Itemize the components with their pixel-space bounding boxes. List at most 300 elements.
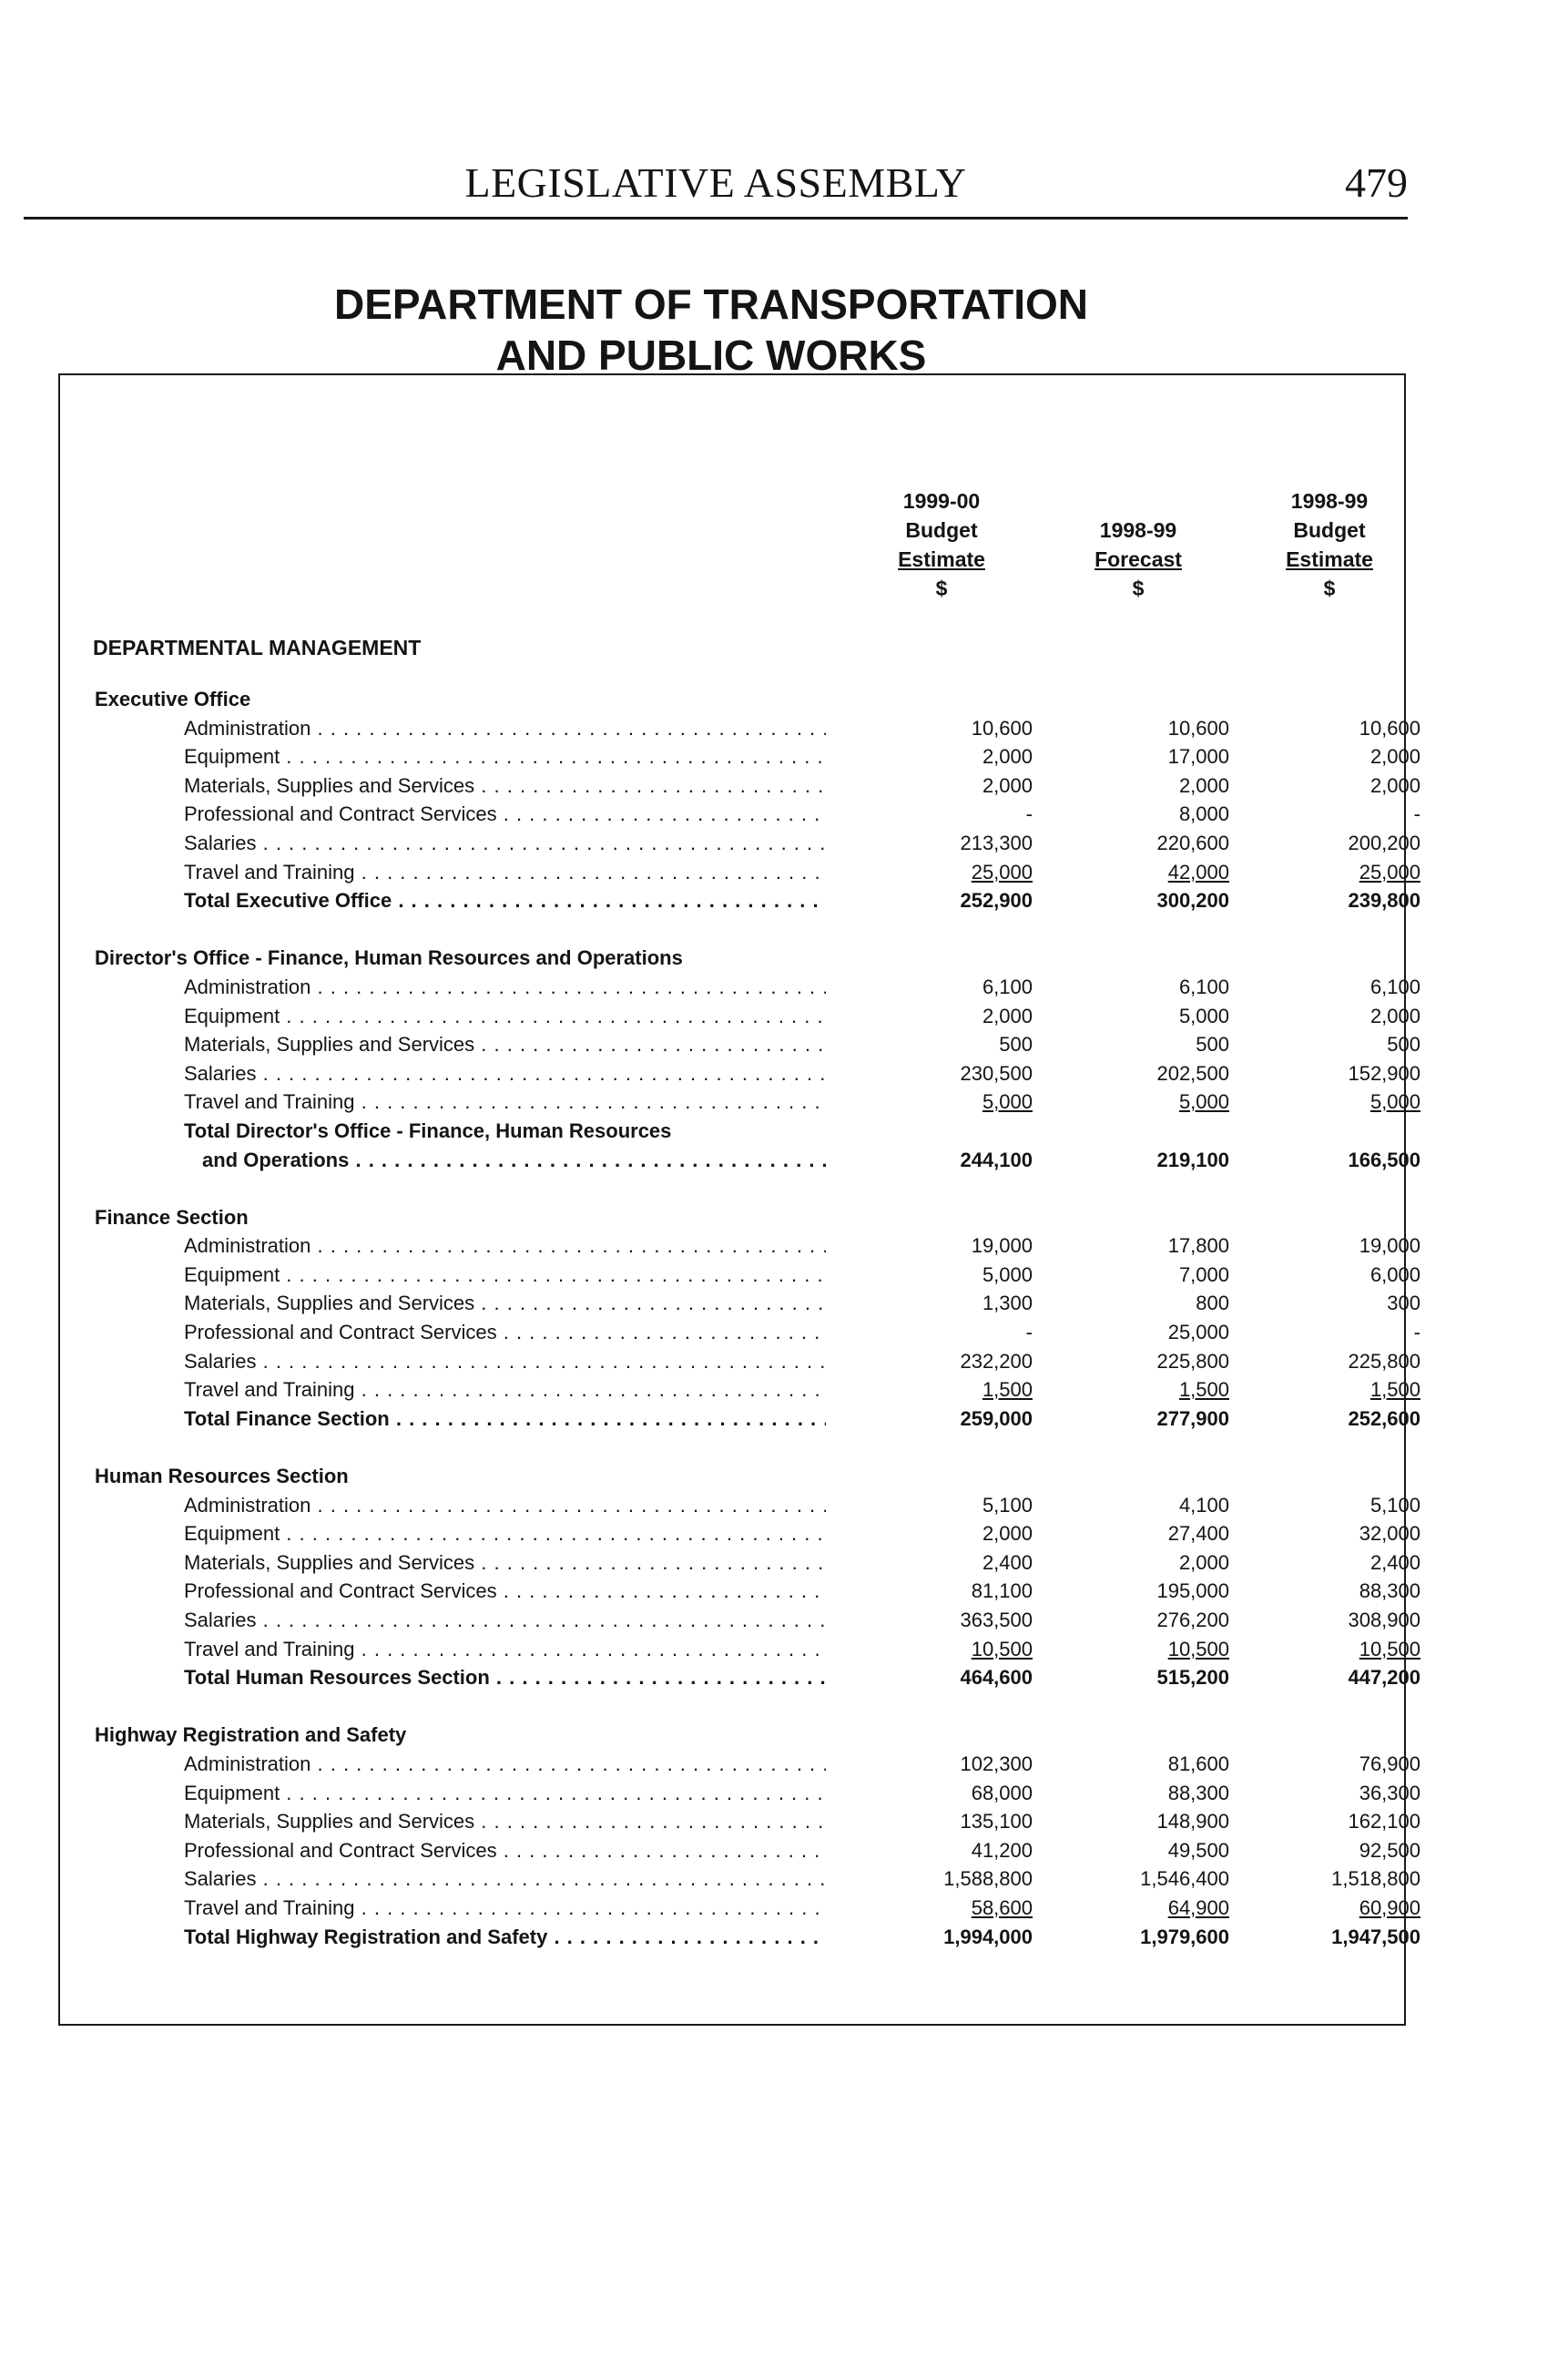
row-value: [1238, 1347, 1420, 1376]
budget-table: [58, 373, 1420, 2026]
row-value: [1238, 1231, 1420, 1261]
row-value: [850, 1836, 1033, 1865]
row-value-text: 10,500: [971, 1637, 1033, 1660]
row-value-text: 88,300: [1167, 1781, 1229, 1804]
row-value-text: 1,947,500: [1331, 1925, 1420, 1948]
row-label: Salaries . . .: [184, 1347, 826, 1376]
row-value: [850, 1231, 1033, 1261]
row-value-text: -: [1025, 1321, 1033, 1344]
column-header-line: 1999-00: [902, 489, 981, 513]
row-value-text: 232,200: [960, 1349, 1033, 1373]
row-value-text: 1,518,800: [1331, 1867, 1420, 1891]
row-value-text: 102,300: [960, 1752, 1033, 1775]
row-value-text: 230,500: [960, 1061, 1033, 1085]
row-label: Travel and Training . . .: [184, 858, 826, 887]
row-value: [850, 1491, 1033, 1520]
row-label: Total Executive Office . . .: [184, 886, 826, 915]
table-row: [60, 714, 1420, 743]
total-row: [60, 1146, 1420, 1175]
row-value-text: -: [1025, 802, 1033, 826]
row-value: [1238, 1088, 1420, 1117]
row-label: Professional and Contract Services . . .: [184, 1577, 826, 1606]
row-value: [850, 1347, 1033, 1376]
row-value: [1238, 1864, 1420, 1894]
table-row: [60, 800, 1420, 829]
row-value-text: 25,000: [971, 860, 1033, 884]
row-value-text: 17,000: [1167, 745, 1229, 769]
column-header-1998-99-forecast: [1047, 486, 1229, 603]
row-value: [850, 886, 1033, 915]
row-value: [1047, 1519, 1229, 1548]
row-label: Travel and Training . . .: [184, 1635, 826, 1664]
row-value-text: 76,900: [1359, 1752, 1420, 1775]
row-value: [850, 1807, 1033, 1836]
row-value-text: 500: [1196, 1033, 1229, 1057]
row-value-text: 447,200: [1348, 1666, 1420, 1690]
row-value-text: 195,000: [1156, 1579, 1229, 1603]
row-value-text: 225,800: [1156, 1349, 1229, 1373]
row-value-text: 2,400: [982, 1550, 1033, 1574]
row-value: [850, 1519, 1033, 1548]
table-row: [60, 771, 1420, 801]
column-header-line: Estimate: [1286, 547, 1373, 571]
row-value: [1238, 1807, 1420, 1836]
row-value: [1047, 1289, 1229, 1318]
table-row: [60, 1261, 1420, 1290]
row-label: Administration . . .: [184, 714, 826, 743]
row-value: [850, 1635, 1033, 1664]
section-spacer: [60, 915, 1404, 945]
total-row: [60, 1405, 1420, 1434]
main-heading: DEPARTMENTAL MANAGEMENT: [93, 636, 422, 659]
row-value-text: 5,100: [1369, 1493, 1420, 1517]
total-row-heading: [60, 1117, 1404, 1146]
row-value: [1238, 1577, 1420, 1606]
row-value-text: 252,900: [960, 889, 1033, 913]
row-value: [1047, 742, 1229, 771]
row-value-text: 81,600: [1167, 1752, 1229, 1775]
row-value-text: 300: [1387, 1292, 1420, 1315]
row-value: [1047, 829, 1229, 858]
row-value: [1047, 1375, 1229, 1405]
row-label: Materials, Supplies and Services . . .: [184, 1548, 826, 1578]
row-value: [1238, 1519, 1420, 1548]
table-row: [60, 1030, 1420, 1059]
section-spacer: [60, 1174, 1404, 1203]
table-row: [60, 1548, 1420, 1578]
row-value: [850, 1318, 1033, 1347]
row-label: Professional and Contract Services . . .: [184, 1836, 826, 1865]
row-label: Equipment . . .: [184, 1261, 826, 1290]
table-row: [60, 858, 1420, 887]
row-value-text: 2,000: [1178, 773, 1229, 797]
row-value: [1047, 800, 1229, 829]
row-value: [1047, 1231, 1229, 1261]
row-value: [1047, 1405, 1229, 1434]
page-number: 479: [1345, 159, 1408, 206]
row-value-text: 1,500: [982, 1378, 1033, 1402]
row-value: [1238, 886, 1420, 915]
row-label: Administration . . .: [184, 1231, 826, 1261]
column-header-line: Forecast: [1095, 547, 1182, 571]
total-row: [60, 1663, 1420, 1692]
table-row: [60, 1491, 1420, 1520]
column-header-line: Budget: [905, 518, 978, 542]
row-value: [1238, 800, 1420, 829]
row-value: [1047, 1663, 1229, 1692]
row-value-text: 2,000: [982, 773, 1033, 797]
row-label: Materials, Supplies and Services . . .: [184, 1289, 826, 1318]
row-value-text: 2,000: [1369, 745, 1420, 769]
row-value: [1238, 1030, 1420, 1059]
row-value-text: 1,300: [982, 1292, 1033, 1315]
row-value-text: 2,000: [1369, 1004, 1420, 1027]
row-value-text: 202,500: [1156, 1061, 1229, 1085]
table-row: [60, 973, 1420, 1002]
row-value-text: 1,500: [1178, 1378, 1229, 1402]
row-value-text: 68,000: [971, 1781, 1033, 1804]
table-row: [60, 1002, 1420, 1031]
row-value-text: 27,400: [1167, 1522, 1229, 1546]
row-value: [1238, 1836, 1420, 1865]
section-heading: Director's Office - Finance, Human Resources and Operations: [95, 946, 683, 970]
row-value: [1238, 1375, 1420, 1405]
row-value-text: 8,000: [1178, 802, 1229, 826]
row-value: [1047, 1059, 1229, 1088]
row-value-text: 19,000: [971, 1234, 1033, 1258]
row-value: [850, 1750, 1033, 1779]
column-header-line: Estimate: [898, 547, 985, 571]
row-label: Salaries . . .: [184, 829, 826, 858]
table-row: [60, 1289, 1420, 1318]
row-value-text: 25,000: [1359, 860, 1420, 884]
table-row: [60, 742, 1420, 771]
row-value-text: 148,900: [1156, 1810, 1229, 1834]
table-row: [60, 1750, 1420, 1779]
row-value: [850, 1864, 1033, 1894]
table-row: [60, 1894, 1420, 1923]
department-title: [0, 279, 1422, 381]
row-value: [1238, 742, 1420, 771]
row-label: Professional and Contract Services . . .: [184, 1318, 826, 1347]
column-header-unit: $: [935, 577, 948, 600]
row-value-text: 5,000: [982, 1090, 1033, 1114]
table-row: [60, 1779, 1420, 1808]
row-value-text: 515,200: [1156, 1666, 1229, 1690]
row-value-text: 162,100: [1348, 1810, 1420, 1834]
row-value-text: 152,900: [1348, 1061, 1420, 1085]
row-value: [1238, 1405, 1420, 1434]
table-body: [60, 685, 1420, 1951]
row-label: Salaries . . .: [184, 1864, 826, 1894]
row-value: [1047, 886, 1229, 915]
row-value-text: 500: [999, 1033, 1033, 1057]
department-title-line1: DEPARTMENT OF TRANSPORTATION: [334, 281, 1088, 328]
row-value: [1238, 714, 1420, 743]
row-value-text: 200,200: [1348, 831, 1420, 854]
table-row: [60, 1577, 1420, 1606]
row-value: [1238, 1289, 1420, 1318]
table-row: [60, 1375, 1420, 1405]
row-value-text: 500: [1387, 1033, 1420, 1057]
row-value-text: 225,800: [1348, 1349, 1420, 1373]
row-value-text: 166,500: [1348, 1148, 1420, 1171]
row-value: [1238, 1894, 1420, 1923]
row-value: [850, 1002, 1033, 1031]
row-label: Equipment . . .: [184, 1002, 826, 1031]
row-value: [1047, 1088, 1229, 1117]
row-value: [850, 1779, 1033, 1808]
row-value: [1238, 1606, 1420, 1635]
row-value-text: 10,500: [1167, 1637, 1229, 1660]
row-label: Travel and Training . . .: [184, 1088, 826, 1117]
row-value-text: 308,900: [1348, 1609, 1420, 1631]
table-row: [60, 1807, 1420, 1836]
row-value: [850, 1548, 1033, 1578]
row-label: Equipment . . .: [184, 1779, 826, 1808]
row-value-text: 19,000: [1359, 1234, 1420, 1258]
row-value-text: 2,400: [1369, 1550, 1420, 1574]
row-value: [850, 1146, 1033, 1175]
row-value-text: 5,100: [982, 1493, 1033, 1517]
row-value: [850, 1289, 1033, 1318]
column-header-1998-99-budget-estimate: [1238, 486, 1420, 603]
row-value: [1047, 714, 1229, 743]
row-value-text: 4,100: [1178, 1493, 1229, 1517]
column-header-1999-00-budget-estimate: [850, 486, 1033, 603]
row-value-text: 2,000: [1369, 773, 1420, 797]
table-row: [60, 1836, 1420, 1865]
row-label: Travel and Training . . .: [184, 1894, 826, 1923]
row-value-text: 36,300: [1359, 1781, 1420, 1804]
table-row: [60, 829, 1420, 858]
row-value-text: 88,300: [1359, 1579, 1420, 1603]
row-value: [850, 1577, 1033, 1606]
row-value-text: 1,979,600: [1140, 1925, 1229, 1948]
row-value-text: 10,600: [1359, 716, 1420, 740]
row-value: [1047, 1807, 1229, 1836]
table-row: [60, 1519, 1420, 1548]
row-value-text: 5,000: [1369, 1090, 1420, 1114]
row-value-text: 10,600: [971, 716, 1033, 740]
table-row: [60, 1088, 1420, 1117]
table-row: [60, 1347, 1420, 1376]
row-value-text: 1,500: [1369, 1378, 1420, 1402]
row-value-text: 1,546,400: [1140, 1867, 1229, 1891]
row-value: [1238, 1261, 1420, 1290]
row-value-text: 239,800: [1348, 889, 1420, 913]
row-value: [1047, 1779, 1229, 1808]
row-value: [1047, 1261, 1229, 1290]
row-value: [1238, 1146, 1420, 1175]
row-value-text: 10,600: [1167, 716, 1229, 740]
row-value-text: 259,000: [960, 1406, 1033, 1430]
row-value: [1047, 858, 1229, 887]
row-value: [850, 714, 1033, 743]
row-value-text: 6,100: [982, 975, 1033, 998]
row-value-text: 2,000: [1178, 1550, 1229, 1574]
row-value: [850, 1663, 1033, 1692]
row-value: [1047, 1635, 1229, 1664]
row-value: [1047, 771, 1229, 801]
row-value-text: 300,200: [1156, 889, 1229, 913]
section-spacer: [60, 1433, 1404, 1462]
row-value-text: 2,000: [982, 1004, 1033, 1027]
row-value-text: 81,100: [971, 1579, 1033, 1603]
row-value-text: 220,600: [1156, 831, 1229, 854]
row-value: [850, 800, 1033, 829]
row-value-text: 363,500: [960, 1609, 1033, 1631]
row-label: Total Human Resources Section . . .: [184, 1663, 826, 1692]
row-value: [1238, 1002, 1420, 1031]
row-value-text: 92,500: [1359, 1838, 1420, 1862]
section-heading: Finance Section: [95, 1205, 249, 1229]
row-value: [1238, 1059, 1420, 1088]
table-row: [60, 1231, 1420, 1261]
column-header-line: Budget: [1293, 518, 1366, 542]
row-value-text: -: [1413, 802, 1420, 826]
row-value-text: 49,500: [1167, 1838, 1229, 1862]
row-value-text: -: [1413, 1321, 1420, 1344]
row-label: Administration . . .: [184, 973, 826, 1002]
row-value-text: 58,600: [971, 1895, 1033, 1919]
row-value: [1238, 1491, 1420, 1520]
row-value-text: 213,300: [960, 831, 1033, 854]
row-label: Salaries . . .: [184, 1059, 826, 1088]
column-header-unit: $: [1132, 577, 1145, 600]
row-label: Total Finance Section . . .: [184, 1405, 826, 1434]
row-label: Equipment . . .: [184, 1519, 826, 1548]
row-value: [1047, 1606, 1229, 1635]
row-value-text: 5,000: [982, 1262, 1033, 1286]
row-value: [850, 771, 1033, 801]
row-label: Materials, Supplies and Services . . .: [184, 1807, 826, 1836]
row-label: Administration . . .: [184, 1750, 826, 1779]
row-value-text: 64,900: [1167, 1895, 1229, 1919]
row-value-text: 42,000: [1167, 860, 1229, 884]
row-value: [850, 1405, 1033, 1434]
row-value: [850, 1923, 1033, 1952]
row-label: Materials, Supplies and Services . . .: [184, 1030, 826, 1059]
row-value: [1047, 1864, 1229, 1894]
row-value-text: 277,900: [1156, 1406, 1229, 1430]
row-value: [1047, 1548, 1229, 1578]
row-value-text: 6,000: [1369, 1262, 1420, 1286]
row-value-text: 25,000: [1167, 1321, 1229, 1344]
row-value: [850, 973, 1033, 1002]
row-value-text: 6,100: [1178, 975, 1229, 998]
row-value-text: 41,200: [971, 1838, 1033, 1862]
row-value: [1047, 1577, 1229, 1606]
row-value: [1047, 1894, 1229, 1923]
row-value: [1047, 973, 1229, 1002]
row-value: [850, 1261, 1033, 1290]
column-header-line: [1047, 486, 1229, 516]
row-value: [1047, 1030, 1229, 1059]
row-value: [1047, 1146, 1229, 1175]
row-value: [850, 858, 1033, 887]
row-value: [850, 829, 1033, 858]
row-value-text: 5,000: [1178, 1090, 1229, 1114]
row-value-text: 219,100: [1156, 1148, 1229, 1171]
row-value: [850, 742, 1033, 771]
table-row: [60, 1606, 1420, 1635]
running-head: [24, 153, 1408, 220]
row-value: [1238, 1779, 1420, 1808]
row-value: [1047, 1836, 1229, 1865]
row-label: Salaries . . .: [184, 1606, 826, 1635]
total-row: [60, 1923, 1420, 1952]
row-value-text: 252,600: [1348, 1406, 1420, 1430]
row-value: [850, 1375, 1033, 1405]
row-label: Equipment . . .: [184, 742, 826, 771]
row-value: [1238, 858, 1420, 887]
row-label: Total Director's Office - Finance, Human Resources: [184, 1118, 672, 1142]
row-value: [1238, 771, 1420, 801]
row-value: [1047, 1002, 1229, 1031]
row-value-text: 2,000: [982, 1522, 1033, 1546]
section-heading: Executive Office: [95, 688, 251, 710]
row-value-text: 6,100: [1369, 975, 1420, 998]
row-value: [1238, 1750, 1420, 1779]
row-value-text: 32,000: [1359, 1522, 1420, 1546]
row-value: [1047, 1318, 1229, 1347]
row-label: Travel and Training . . .: [184, 1375, 826, 1405]
row-value-text: 135,100: [960, 1810, 1033, 1834]
row-value-text: 1,994,000: [943, 1925, 1033, 1948]
row-value-text: 60,900: [1359, 1895, 1420, 1919]
row-value: [1047, 1347, 1229, 1376]
section-heading: Highway Registration and Safety: [95, 1723, 407, 1747]
row-value-text: 244,100: [960, 1148, 1033, 1171]
row-label: Total Highway Registration and Safety . . .: [184, 1923, 826, 1952]
section-spacer: [60, 1692, 1404, 1721]
row-value-text: 10,500: [1359, 1637, 1420, 1660]
column-header-line: 1998-99: [1099, 518, 1177, 542]
row-value: [1047, 1750, 1229, 1779]
row-value-text: 464,600: [960, 1666, 1033, 1690]
column-header-unit: $: [1323, 577, 1336, 600]
row-value: [1238, 1635, 1420, 1664]
table-row: [60, 1864, 1420, 1894]
table-row: [60, 1635, 1420, 1664]
row-value: [1238, 1548, 1420, 1578]
table-row: [60, 1318, 1420, 1347]
row-value: [1238, 973, 1420, 1002]
running-title: LEGISLATIVE ASSEMBLY: [464, 159, 967, 206]
row-value-text: 1,588,800: [943, 1867, 1033, 1891]
row-value: [850, 1894, 1033, 1923]
table-row: [60, 1059, 1420, 1088]
row-value: [850, 1030, 1033, 1059]
row-value-text: 17,800: [1167, 1234, 1229, 1258]
department-title-line2: AND PUBLIC WORKS: [495, 332, 927, 379]
row-value: [1047, 1491, 1229, 1520]
column-header-line: 1998-99: [1290, 489, 1369, 513]
row-label: and Operations . . .: [202, 1146, 826, 1175]
row-value-text: 276,200: [1156, 1609, 1229, 1631]
row-value: [1047, 1923, 1229, 1952]
row-value-text: 7,000: [1178, 1262, 1229, 1286]
row-label: Administration . . .: [184, 1491, 826, 1520]
row-value-text: 800: [1196, 1292, 1229, 1315]
row-label: Professional and Contract Services . . .: [184, 800, 826, 829]
row-value: [1238, 829, 1420, 858]
total-row: [60, 886, 1420, 915]
row-value: [850, 1059, 1033, 1088]
row-value: [1238, 1318, 1420, 1347]
row-label: Materials, Supplies and Services . . .: [184, 771, 826, 801]
